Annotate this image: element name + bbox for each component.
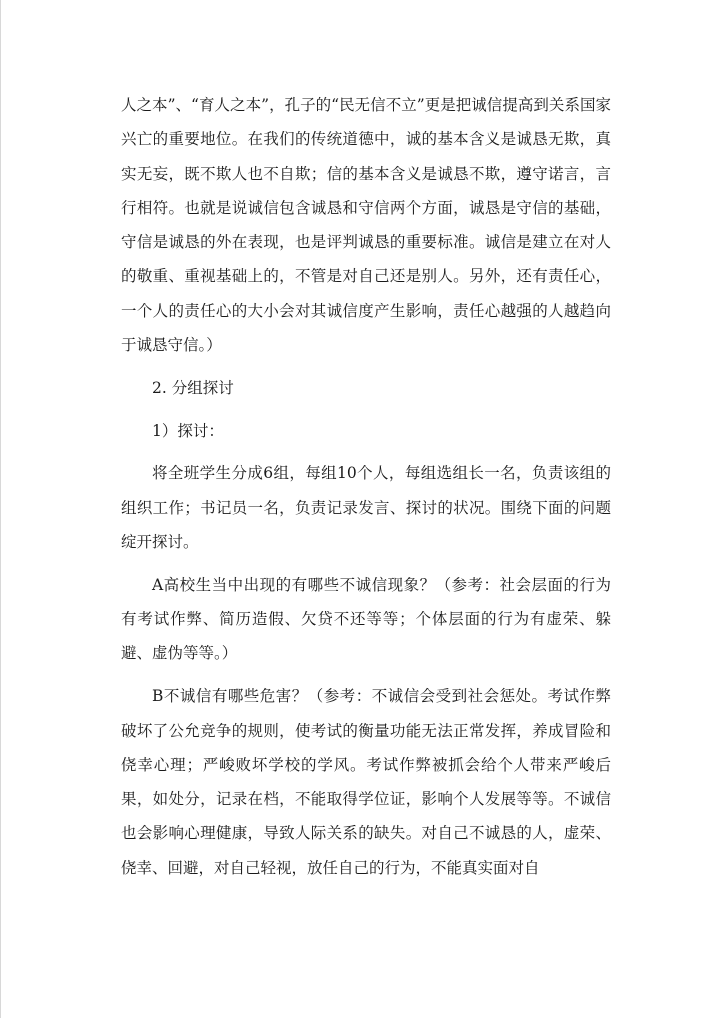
document-body [121, 88, 611, 885]
paragraph-group-arrangement: 将全班学生分成6组，每组10个人，每组选组长一名，负责该组的组织工作；书记员一名，负责记录发言、探讨的状况。围绕下面的问题绽开探讨。 [121, 464, 611, 552]
section-heading-group-discussion: 2. 分组探讨 [152, 378, 234, 397]
subsection-heading-discussion: 1）探讨： [152, 421, 224, 440]
paragraph-honesty-definition: 人之本”、“育人之本”，孔子的“民无信不立”更是把诚信提高到关系国家兴亡的重要地位。在我们的传统道德中，诚的基本含义是诚恳无欺，真实无妄，既不欺人也不自欺；信的基本含义是诚恳不欺，遵守诺言，言行相符。也就是说诚信包含诚恳和守信两个方面，诚恳是守信的基础，守信是诚恳的外在表现，也是评判诚恳的重要标准。诚信是建立在对人的敬重、重视基础上的，不管是对自己还是别人。另外，还有责任心，一个人的责任心的大小会对其诚信度产生影响，责任心越强的人越趋向于诚恳守信。） [121, 96, 611, 355]
paragraph-question-a: A高校生当中出现的有哪些不诚信现象？（参考：社会层面的行为有考试作弊、简历造假、欠贷不还等等；个体层面的行为有虚荣、躲避、虚伪等等。） [121, 575, 611, 663]
paragraph-question-b: B不诚信有哪些危害？（参考：不诚信会受到社会惩处。考试作弊破坏了公允竞争的规则，使考试的衡量功能无法正常发挥，养成冒险和侥幸心理；严峻败坏学校的学风。考试作弊被抓会给个人带来严峻后果，如处分，记录在档，不能取得学位证，影响个人发展等等。不诚信也会影响心理健康，导致人际关系的缺失。对自己不诚恳的人，虚荣、侥幸、回避，对自己轻视，放任自己的行为，不能真实面对自 [121, 687, 611, 877]
